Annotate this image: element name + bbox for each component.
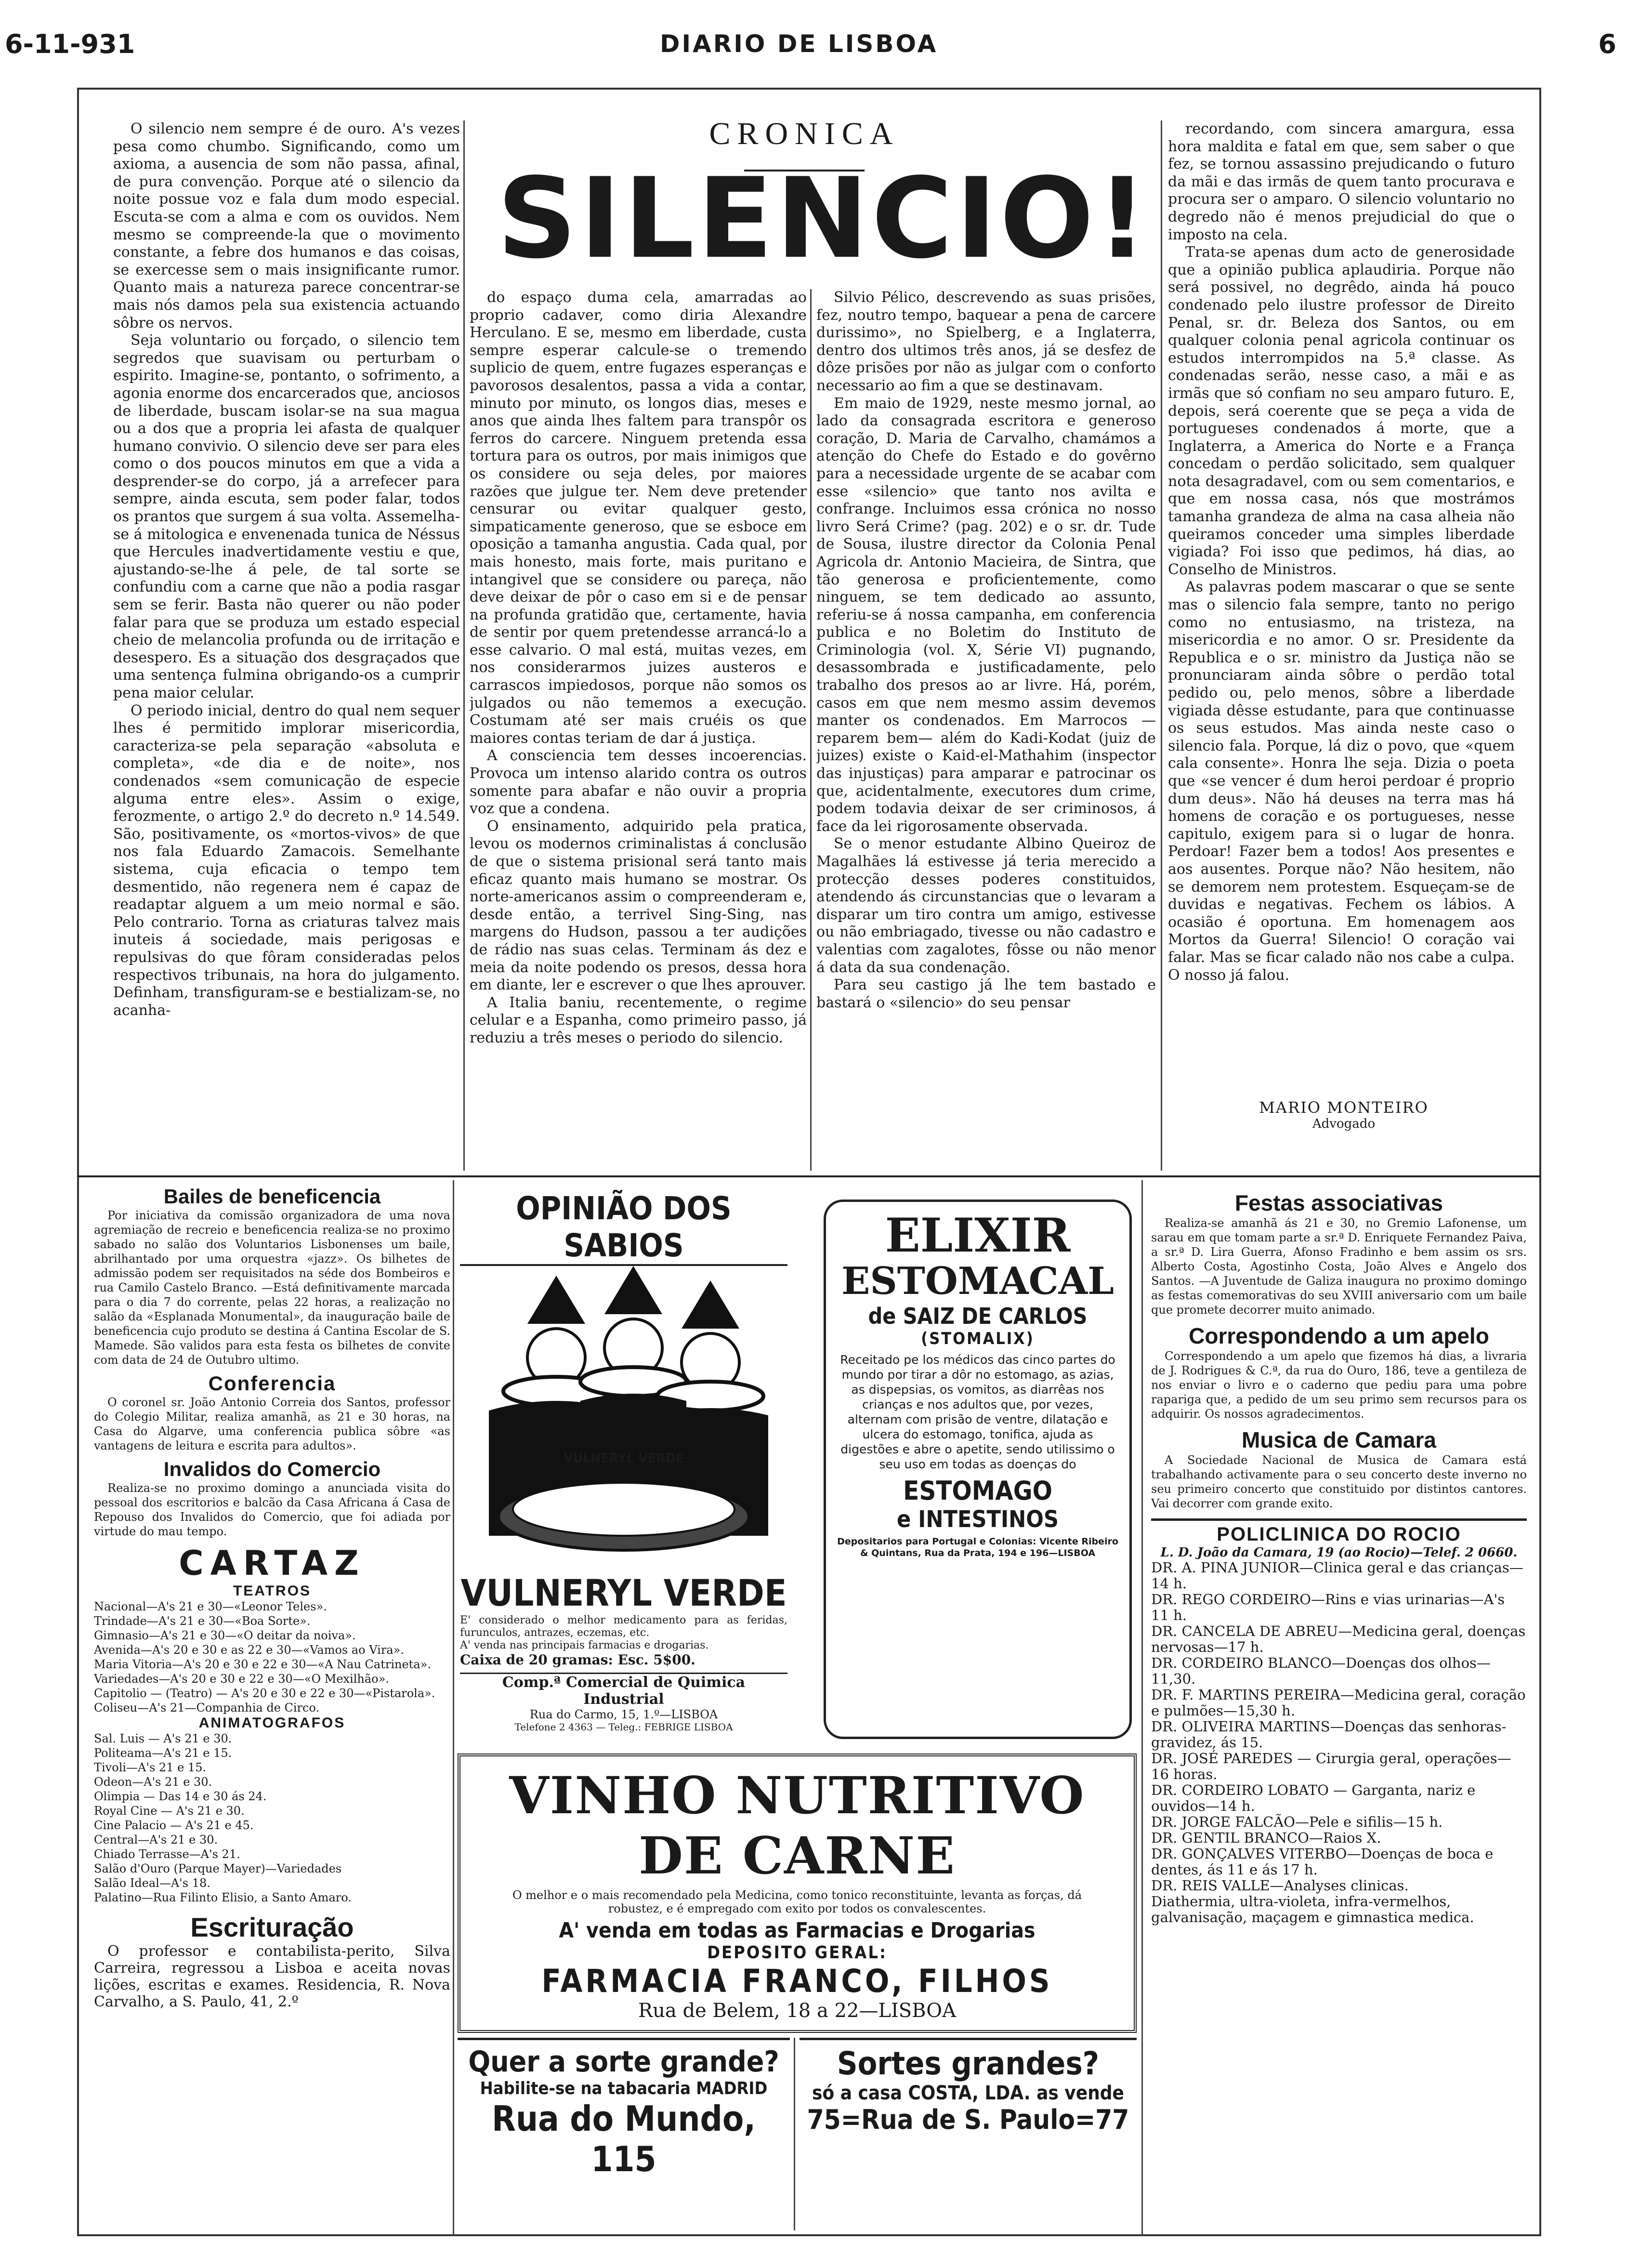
elixir-line: ELIXIR	[885, 1208, 1071, 1263]
paragraph: Silvio Pélico, descrevendo as suas prisões, fez, noutro tempo, baquear a pena de carcere durissimo», no Spielberg, e a Inglaterra, dentro dos ultimos três anos, já se desfez de dôze prisões por não as julgar com o conforto necessario ao fim a que se destinavam.	[816, 289, 1156, 394]
tin-label: VULNERYL VERDE	[564, 1450, 684, 1466]
column-rule	[463, 120, 465, 1171]
animatografos-list	[94, 1731, 450, 1905]
listing-item: Palatino—Rua Filinto Elisio, a Santo Amaro.	[94, 1891, 352, 1904]
news-heading: Conferencia	[208, 1372, 336, 1395]
teatros-heading: TEATROS	[233, 1583, 312, 1599]
paragraph: A consciencia tem desses incoerencias. Provoca um intenso alarido contra os outros somente para abafar e não ouvir a propria voz que a condena.	[470, 747, 807, 818]
news-text	[1151, 1216, 1527, 1317]
ad-sale: A' venda nas principais farmacias e drogarias.	[460, 1639, 709, 1651]
doctor-entry: DR. CORDEIRO BLANCO—Doenças dos olhos—11,30.	[1151, 1655, 1491, 1687]
doctor-entry: DR. CANCELA DE ABREU—Medicina geral, doenças nervosas—17 h.	[1151, 1623, 1526, 1655]
news-paragraph: Correspondendo a um apelo que fizemos há dias, a livraria de J. Rodrigues & C.ª, da rua do Ouro, 186, teve a gentileza de nos enviar o livro e o caderno que pediu para uma pobre rapariga que, a pedido de um seu primo sem recursos para os adquirir. Os nossos agradecimentos.	[1151, 1349, 1527, 1421]
elixir-body: Receitado pe los médicos das cinco partes do mundo por tirar a dôr no estomago, as azias, as dispepsias, os vomitos, as diarrêas nos crianças e nos adultos que, por vezes, alternam com prisão de ventre, dilatação e ulcera do estomago, tonifica, ajuda as digestões e abre o apetite, sendo utilissimo o seu uso em todas as doenças do	[840, 1353, 1115, 1471]
elixir-dep: Depositarios para Portugal e Colonias: Vicente Ribeiro & Quintans, Rua da Prata, 194 e 196—LISBOA	[837, 1536, 1118, 1558]
product-name: VULNERYL VERDE	[460, 1571, 787, 1614]
paragraph: Para seu castigo já lhe tem bastado e bastará o «silencio» do seu pensar	[816, 976, 1156, 1011]
doctor-entry: DR. GENTIL BRANCO—Raios X.	[1151, 1830, 1381, 1846]
elixir-big: e INTESTINOS	[896, 1506, 1059, 1533]
paragraph: A Italia baniu, recentemente, o regime celular e a Espanha, como primeiro passo, já reduziu a três meses o periodo do silencio.	[470, 994, 807, 1046]
listing-item: Capitolio — (Teatro) — A's 20 e 30 e 22 e 30—«Pistarola».	[94, 1687, 435, 1700]
column-rule	[453, 1180, 454, 2235]
listing-item: Variedades—A's 20 e 30 e 22 e 30—«O Mexilhão».	[94, 1672, 389, 1686]
news-paragraph: A Sociedade Nacional de Musica de Camara está trabalhando activamente para o seu concerto deste inverno no seu primeiro concerto que constituido por distintos cantores. Vai decorrer com grande exito.	[1151, 1453, 1527, 1510]
vinho-farmacia: FARMACIA FRANCO, FILHOS	[541, 1963, 1053, 2000]
news-heading: Invalidos do Comercio	[163, 1458, 381, 1480]
news-paragraph: Por iniciativa da comissão organizadora de uma nova agremiação de recreio e beneficencia realiza-se no proximo sabado no salão dos Voluntarios Lisbonenses um baile, abrilhantado por uma orquestra «jazz». Os bilhetes de admissão podem ser requisitados na séde dos Bombeiros e rua Camilo Castelo Branco. —Está definitivamente marcada para o dia 7 do corrente, pelas 22 horas, a realização no salão da «Esplanada Monumental», da inauguração baile de beneficencia cujo produto se destina á Cantina Escolar de S. Mamede. São validos para esta festa os bilhetes de convite com data de 24 de Outubro ultimo.	[94, 1209, 450, 1367]
vinho-deposito: DEPOSITO GERAL:	[707, 1943, 887, 1963]
doctor-entry: DR. JOSÉ PAREDES — Cirurgia geral, operações—16 horas.	[1151, 1750, 1511, 1782]
news-paragraph: Realiza-se no proximo domingo a anunciada visita do pessoal dos escritorios e balcão da Casa Africana á Casa de Repouso dos Invalidos do Comercio, que foi adiada por virtude do mau tempo.	[94, 1481, 450, 1538]
listing-item: Trindade—A's 21 e 30—«Boa Sorte».	[94, 1614, 311, 1628]
doctor-entry: DR. JORGE FALCÃO—Pele e sifilis—15 h.	[1151, 1814, 1443, 1830]
right-news-column	[1151, 1190, 1527, 2230]
doctor-entry: DR. A. PINA JUNIOR—Clinica geral e das crianças—14 h.	[1151, 1559, 1523, 1592]
elixir-line: ESTOMACAL	[841, 1259, 1115, 1303]
vinho-desc: O melhor e o mais recomendado pela Medicina, como tonico reconstituinte, levanta as forças, dá robustez, e é empregado com exito por todos os convalescentes.	[512, 1888, 1082, 1915]
news-text	[1151, 1453, 1527, 1511]
paragraph: do espaço duma cela, amarradas ao proprio cadaver, como diria Alexandre Herculano. E se, mesmo em liberdade, custa sempre esperar calcule-se o tremendo suplicio de quem, entre fugazes esperanças e pavorosos desalentos, passa a vida a contar, minuto por minuto, os longos dias, meses e anos que ainda lhes faltem para transpôr os ferros do carcere. Ninguem pretenda essa tortura para os outros, por mais inimigos que os considere ou seja deles, por maiores razões que julgue ter. Nem deve pretender censurar ou evitar qualquer gesto, simpaticamente generoso, que se esboce em oposição a tamanha angustia. Cada qual, por mais honesto, mais forte, mais puritano e intangivel que se considere ou pareça, não deve deixar de pôr o caso em si e de pensar na profunda gratidão que, certamente, havia de sentir por quem pretendesse arrancá-lo a esse calvario. O mal está, muitas vezes, em nos considerarmos juizes austeros e carrascos impiedosos, porque não somos os julgados ou não tememos a execução. Costumam até ser mais cruéis os que maiores contas teriam de dar á justiça.	[470, 289, 807, 747]
sages-illustration	[460, 1266, 787, 1574]
teatros-list	[94, 1599, 450, 1715]
article-signature	[1175, 1098, 1512, 1156]
doctor-entry: DR. GONÇALVES VITERBO—Doenças de boca e dentes, ás 11 e ás 17 h.	[1151, 1846, 1494, 1878]
article-column-2	[470, 289, 807, 1171]
masthead	[0, 19, 1626, 67]
news-text	[94, 1943, 450, 2010]
news-text	[94, 1395, 450, 1453]
vinho-title: VINHO NUTRITIVO DE CARNE	[509, 1765, 1085, 1886]
ad-description: E' considerado o melhor medicamento para as feridas, furunculos, antrazes, eczemas, etc.	[460, 1614, 787, 1639]
doctor-entry: DR. CORDEIRO LOBATO — Garganta, nariz e ouvidos—14 h.	[1151, 1782, 1476, 1814]
doctor-entry: DR. F. MARTINS PEREIRA—Medicina geral, coração e pulmões—15,30 h.	[1151, 1687, 1526, 1719]
policlinica-address: L. D. João da Camara, 19 (ao Rocio)—Telef. 2 0660.	[1160, 1545, 1518, 1560]
column-rule	[810, 289, 812, 1171]
listing-item: Cine Palacio — A's 21 e 45.	[94, 1819, 254, 1832]
paragraph: O ensinamento, adquirido pela pratica, levou os modernos criminalistas á conclusão de que o sistema prisional será tanto mais eficaz quanto mais humano se mostrar. Os norte-americanos assim o compreenderam e, desde então, a terrivel Sing-Sing, nas margens do Hudson, passou a ter audições de rádio nas suas celas. Terminam ás dez e meia da noite podendo os presos, dessa hora em diante, ler e escrever o que lhes aprouver.	[470, 818, 807, 994]
paragraph: O silencio nem sempre é de ouro. A's vezes pesa como chumbo. Significando, como um axioma, a ausencia de som não passa, afinal, de pura convenção. Porque até o silencio da noite possue voz e fala dum modo especial. Escuta-se com a alma e com os ouvidos. Nem mesmo se compreende-la que o movimento constante, a febre dos humanos e das coisas, se exercesse sem o mais insignificante rumor. Quanto mais a natureza parece concentrar-se mais nós damos pela sua existencia actuando sôbre os nervos.	[113, 120, 460, 331]
article-column-4	[1168, 120, 1515, 1098]
news-heading: Festas associativas	[1234, 1190, 1443, 1215]
doctor-entry: Diathermia, ultra-violeta, infra-vermelhos, galvanisação, maçagem e gimnastica medica.	[1151, 1893, 1474, 1925]
listing-item: Gimnasio—A's 21 e 30—«O deitar da noiva».	[94, 1629, 356, 1642]
section-label: CRONICA	[709, 116, 900, 151]
ad-headline: OPINIÃO DOS SABIOS	[460, 1190, 787, 1266]
news-heading: Correspondendo a um apelo	[1189, 1323, 1489, 1348]
doctor-entry: DR. REGO CORDEIRO—Rins e vias urinarias—A's 11 h.	[1151, 1591, 1505, 1623]
listing-item: Avenida—A's 20 e 30 e as 22 e 30—«Vamos ao Vira».	[94, 1643, 404, 1657]
listing-item: Royal Cine — A's 21 e 30.	[94, 1804, 245, 1818]
madrid-line: Quer a sorte grande?	[468, 2045, 779, 2079]
issue-date: 6-11-931	[5, 29, 135, 59]
ad-costa	[800, 2038, 1137, 2230]
ad-vulneryl	[460, 1190, 787, 1744]
doctor-entry: DR. REIS VALLE—Analyses clinicas.	[1151, 1877, 1409, 1894]
madrid-line: Habilite-se na tabacaria MADRID	[480, 2079, 768, 2098]
listing-item: Salão Ideal—A's 18.	[94, 1876, 210, 1890]
column-rule	[1141, 1180, 1143, 2235]
article-column-1	[113, 120, 460, 1171]
news-text	[94, 1208, 450, 1367]
author-role: Advogado	[1312, 1117, 1376, 1131]
section-rule	[77, 1175, 1541, 1177]
vinho-address: Rua de Belem, 18 a 22—LISBOA	[638, 2000, 956, 2022]
ad-company: Comp.ª Comercial de Quimica Industrial	[460, 1673, 787, 1708]
news-paragraph: O coronel sr. João Antonio Correia dos Santos, professor do Colegio Militar, realiza amanhã, as 21 e 30 horas, na Casa do Algarve, uma conferencia publica sôbre «as vantagens de leitura e escrita para adultos».	[94, 1396, 450, 1452]
paragraph: Seja voluntario ou forçado, o silencio tem segredos que suavisam ou perturbam o espirito. Imagine-se, pontanto, o sofrimento, a agonia enorme dos encarcerados que, anciosos de liberdade, buscam isolar-se na sua magua ou a dos que a propria lei afasta de qualquer humano convivio. O silencio deve ser para eles como o dos poucos minutos em que a vida a desprender-se do corpo, já a arrefecer para sempre, ainda escuta, sem poder falar, todos os prantos que surgem á sua volta. Assemelha-se á mitologica e envenenada tunica de Néssus que Hercules inadvertidamente vestiu e que, ajustando-se-lhe á pele, de tal sorte se confundiu com a carne que não a podia rasgar sem se ferir. Basta não querer ou não poder falar para que se produza um estado especial cheio de melancolia profunda ou de irritação e desespero. Es a situação dos desgraçados que uma sentença fulmina obrigando-os a cumprir pena maior celular.	[113, 332, 460, 701]
cartaz-heading: CARTAZ	[179, 1543, 366, 1583]
costa-line: 75=Rua de S. Paulo=77	[807, 2104, 1129, 2136]
listing-item: Odeon—A's 21 e 30.	[94, 1775, 212, 1789]
listing-item: Politeama—A's 21 e 15.	[94, 1746, 232, 1760]
ad-vinho	[458, 1754, 1137, 2033]
listing-item: Maria Vitoria—A's 20 e 30 e 22 e 30—«A Nau Catrineta».	[94, 1658, 431, 1671]
paragraph: As palavras podem mascarar o que se sente mas o silencio fala sempre, tanto no perigo como no entusiasmo, na tristeza, na misericordia e no amor. O sr. Presidente da Republica e o sr. ministro da Justiça não se pronunciaram ainda sôbre o perdão total pedido ou, pelo menos, sôbre a liberdade vigiada dêsse estudante, para que continuasse os seus estudos. Mas ainda neste caso o silencio fala. Porque, lá diz o povo, que «quem cala consente». Honra lhe seja. Dizia o poeta que «se vencer é dum heroi perdoar é proprio dum deus». Não há deuses na terra mas há homens de coração e os portugueses, nesse capitulo, exigem para si o lugar de honra. Perdoar! Fazer bem a todos! Aos presentes e aos ausentes. Porque não? Não hesitem, não se demorem nem protestem. Esqueçam-se de duvidas e negativas. Fechem os lábios. A ocasião é oportuna. Em homenagem aos Mortos da Guerra! Silencio! O coração vai falar. Mas se ficar calado não nos cabe a culpa. O nosso já falou.	[1168, 579, 1515, 984]
paragraph: Em maio de 1929, neste mesmo jornal, ao lado da consagrada escritora e generoso coração, D. Maria de Carvalho, chamámos a atenção do Chefe do Estado e do govêrno para a necessidade urgente de se acabar com esse «silencio» que tanto nos avilta e confrange. Incluimos essa crónica no nosso livro Será Crime? (pag. 202) e o sr. dr. Tude de Sousa, ilustre director da Colonia Penal Agricola dr. Antonio Macieira, de Sintra, que tão generosa e proficientemente, como ninguem, se tem dedicado ao assunto, referiu-se á nossa campanha, em conferencia publica e no Boletim do Instituto de Criminologia (vol. X, Série VI) pugnando, desassombrada e justificadamente, pelo trabalho dos presos ao ar livre. Há, porém, casos em que nem mesmo assim devemos manter os condenados. Em Marrocos —reparem bem— além do Kadi-Kodat (juiz de juizes) existe o Kaid-el-Mathahim (inspector das injustiças) para amparar e patrocinar os que, acidentalmente, executores dum crime, podem todavia deixar de ser criminosos, á face da lei rigorosamente observada.	[816, 395, 1156, 835]
animatografos-heading: ANIMATOGRAFOS	[198, 1715, 346, 1731]
listing-item: Nacional—A's 21 e 30—«Leonor Teles».	[94, 1600, 327, 1613]
policlinica-heading: POLICLINICA DO ROCIO	[1151, 1518, 1527, 1545]
news-heading: Musica de Camara	[1242, 1427, 1436, 1452]
page-number: 6	[1598, 29, 1616, 59]
elixir-line: (STOMALIX)	[921, 1329, 1035, 1348]
elixir-line: de SAIZ DE CARLOS	[868, 1303, 1088, 1329]
listing-item: Sal. Luis — A's 21 e 30.	[94, 1732, 232, 1745]
ad-address: Rua do Carmo, 15, 1.º—LISBOA	[529, 1708, 718, 1721]
vinho-sale: A' venda em todas as Farmacias e Drogarias	[559, 1918, 1036, 1943]
column-rule	[794, 2038, 795, 2230]
ad-elixir	[824, 1200, 1132, 1739]
paragraph: Trata-se apenas dum acto de generosidade que a opinião publica aplaudiria. Porque não será possivel, no degrêdo, ainda há pouco condenado pelo ilustre professor de Direito Penal, sr. dr. Beleza dos Santos, ou em qualquer colonia penal agricola continuar os estudos interrompidos na 5.ª classe. As condenadas serão, nesse caso, a mãi e as irmãs que só confiam no seu amparo futuro. E, depois, será coerente que se peça a vida de portugueses condenados á morte, que a Inglaterra, a America do Norte e a França concedam o perdão solicitado, sem qualquer nota desagradavel, com ou sem comentarios, e que em nossa casa, nós que mostrámos tamanha grandeza de alma na casa alheia não queiramos conceder uma simples liberdade vigiada? Foi isso que pedimos, há dias, ao Conselho de Ministros.	[1168, 244, 1515, 578]
costa-line: só a casa COSTA, LDA. as vende	[812, 2082, 1124, 2104]
ad-price: Caixa de 20 gramas: Esc. 5$00.	[460, 1652, 695, 1668]
doctor-entry: DR. OLIVEIRA MARTINS—Doenças das senhoras-gravidez, ás 15.	[1151, 1718, 1507, 1751]
madrid-line: Rua do Mundo, 115	[492, 2098, 756, 2179]
headline: SILENCIO!	[497, 155, 1151, 283]
newspaper-title: DIARIO DE LISBOA	[660, 30, 938, 58]
paragraph: Se o menor estudante Albino Queiroz de Magalhães lá estivesse já teria merecido a protecção desses poderes constituidos, atendendo ás circunstancias que o levaram a disparar um tiro contra um amigo, estivesse ou não embriagado, tivesse ou não cadastro e valentias com zagalotes, fôsse ou não menor á data da sua condenação.	[816, 835, 1156, 976]
ad-phone: Telefone 2 4363 — Teleg.: FEBRIGE LISBOA	[514, 1721, 733, 1733]
listing-item: Chiado Terrasse—A's 21.	[94, 1847, 240, 1861]
costa-line: Sortes grandes?	[837, 2045, 1100, 2082]
paragraph: recordando, com sincera amargura, essa hora maldita e fatal em que, sem saber o que fez, se tornou assassino prejudicando o futuro da mãi e das irmãs de quem tanto procurava e procura ser o amparo. O silencio voluntario no degredo não é menos prejudicial do que o imposto na cela.	[1168, 120, 1515, 243]
listing-item: Tivoli—A's 21 e 15.	[94, 1761, 207, 1774]
news-paragraph: Realiza-se amanhã ás 21 e 30, no Gremio Lafonense, um sarau em que tomam parte a sr.ª D. Enriquete Fernandez Paiva, a sr.ª D. Lira Guerra, Afonso Fradinho e bem assim os srs. Alberto Costa, Agostinho Costa, João Alves e Angelo dos Santos. —A Juventude de Galiza inaugura no proximo domingo as festas comemorativas do seu XVIII aniversario com um baile que promete decorrer muito animado.	[1151, 1216, 1527, 1317]
news-heading: Escrituração	[190, 1912, 354, 1942]
left-news-column	[94, 1185, 450, 2230]
listing-item: Salão d'Ouro (Parque Mayer)—Variedades	[94, 1862, 342, 1875]
news-paragraph: O professor e contabilista-perito, Silva Carreira, regressou a Lisboa e aceita novas lições, escritas e exames. Residencia, R. Nova Carvalho, a S. Paulo, 41, 2.º	[94, 1943, 450, 2010]
column-rule	[1161, 120, 1162, 1171]
news-heading: Bailes de beneficencia	[163, 1185, 381, 1208]
author-name: MARIO MONTEIRO	[1259, 1098, 1429, 1117]
elixir-big: ESTOMAGO	[903, 1476, 1052, 1506]
listing-item: Olimpia — Das 14 e 30 ás 24.	[94, 1790, 267, 1803]
news-text	[1151, 1349, 1527, 1421]
listing-item: Coliseu—A's 21—Companhia de Circo.	[94, 1701, 320, 1714]
news-text	[94, 1481, 450, 1539]
doctors-list	[1151, 1560, 1527, 1925]
ad-madrid	[458, 2038, 790, 2230]
paragraph: O periodo inicial, dentro do qual nem sequer lhes é permitido implorar misericordia, caracteriza-se pela separação «absoluta e completa», «de dia e de noite», nos condenados «sem comunicação de especie alguma entre eles». Assim o exige, ferozmente, o artigo 2.º do decreto n.º 14.549. São, positivamente, os «mortos-vivos» de que nos fala Eduardo Zamacois. Semelhante sistema, cuja eficacia o tempo tem desmentido, não regenera nem é capaz de readaptar alguem a um meio normal e são. Pelo contrario. Torna as criaturas talvez mais inuteis á sociedade, mais perigosas e repulsivas do que fôram consideradas pelos respectivos tribunais, na hora do julgamento. Definham, transfiguram-se e bestializam-se, no acanha-	[113, 702, 460, 1019]
article-column-3	[816, 289, 1156, 1171]
listing-item: Central—A's 21 e 30.	[94, 1833, 218, 1846]
